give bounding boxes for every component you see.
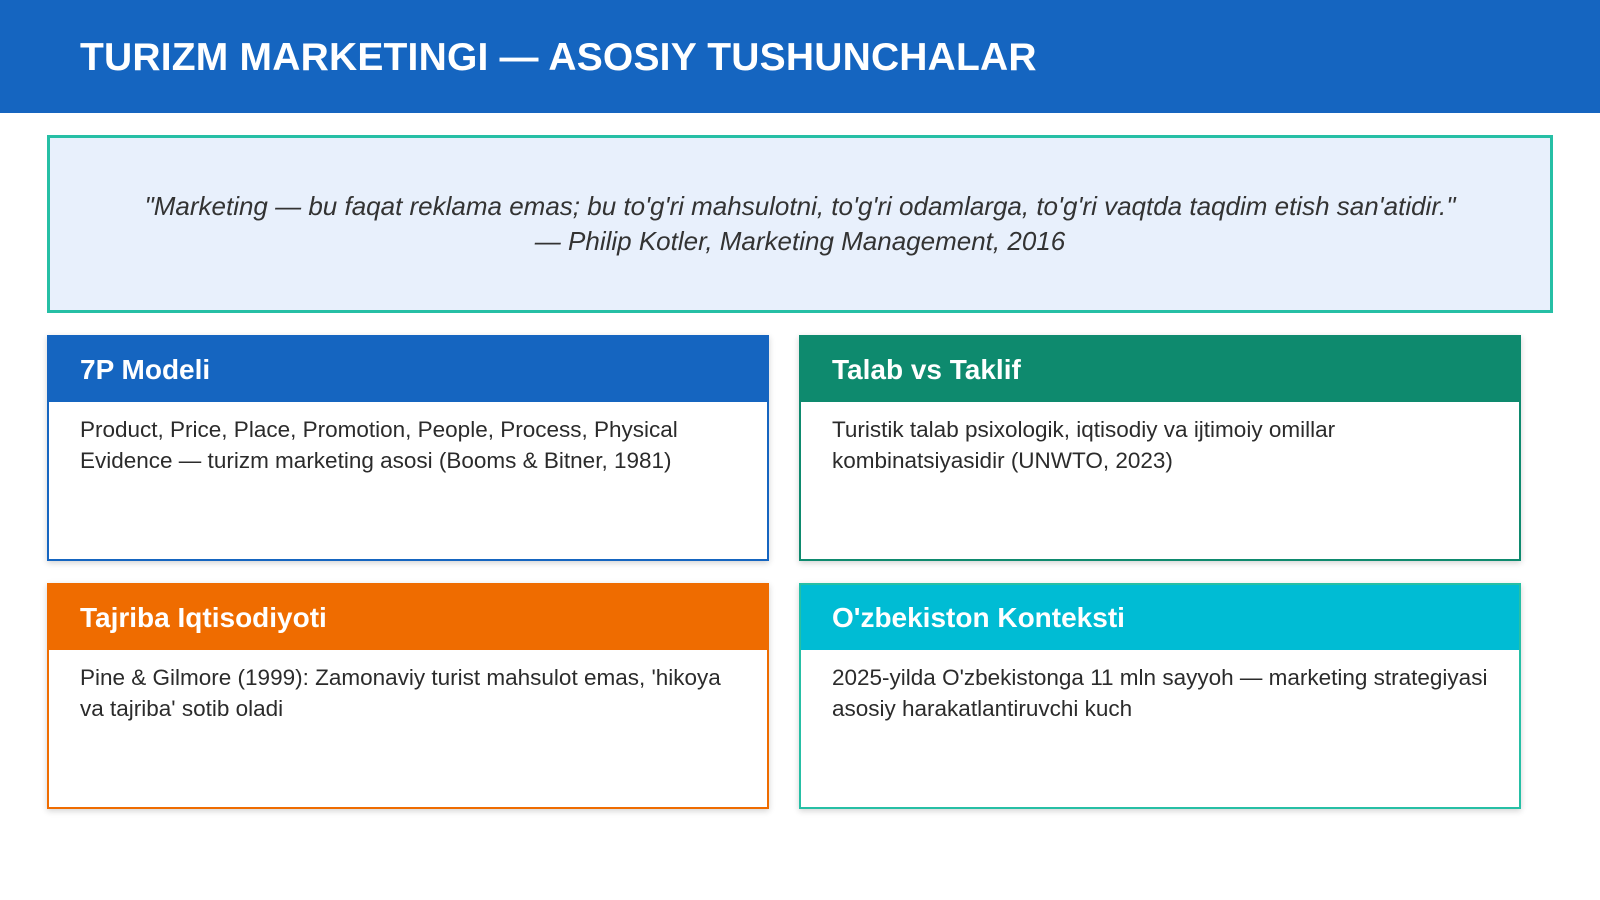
card-7p-model	[47, 335, 769, 561]
quote-box	[47, 135, 1553, 313]
card-title: Talab vs Taklif	[801, 337, 1519, 402]
page-title: TURIZM MARKETINGI — ASOSIY TUSHUNCHALAR	[80, 36, 1037, 79]
header-bar	[0, 0, 1600, 113]
card-body: Product, Price, Place, Promotion, People, Process, Physical Evidence — turizm marketing asosi (Booms & Bitner, 1981)	[80, 417, 678, 473]
card-title: O'zbekiston Konteksti	[801, 585, 1519, 650]
card-body: 2025-yilda O'zbekistonga 11 mln sayyoh — marketing strategiyasi asosiy harakatlantiruvchi kuch	[832, 665, 1488, 721]
quote-text: "Marketing — bu faqat reklama emas; bu to'g'ri mahsulotni, to'g'ri odamlarga, to'g'ri vaqtda taqdim etish san'atidir."	[144, 191, 1456, 221]
card-title: 7P Modeli	[49, 337, 767, 402]
card-body: Pine & Gilmore (1999): Zamonaviy turist mahsulot emas, 'hikoya va tajriba' sotib oladi	[80, 665, 721, 721]
card-uzbekistan-context	[799, 583, 1521, 809]
card-body: Turistik talab psixologik, iqtisodiy va ijtimoiy omillar kombinatsiyasidir (UNWTO, 2023)	[832, 417, 1336, 473]
card-demand-vs-supply	[799, 335, 1521, 561]
card-experience-economy	[47, 583, 769, 809]
quote-attribution: — Philip Kotler, Marketing Management, 2016	[534, 226, 1066, 256]
card-title: Tajriba Iqtisodiyoti	[49, 585, 767, 650]
